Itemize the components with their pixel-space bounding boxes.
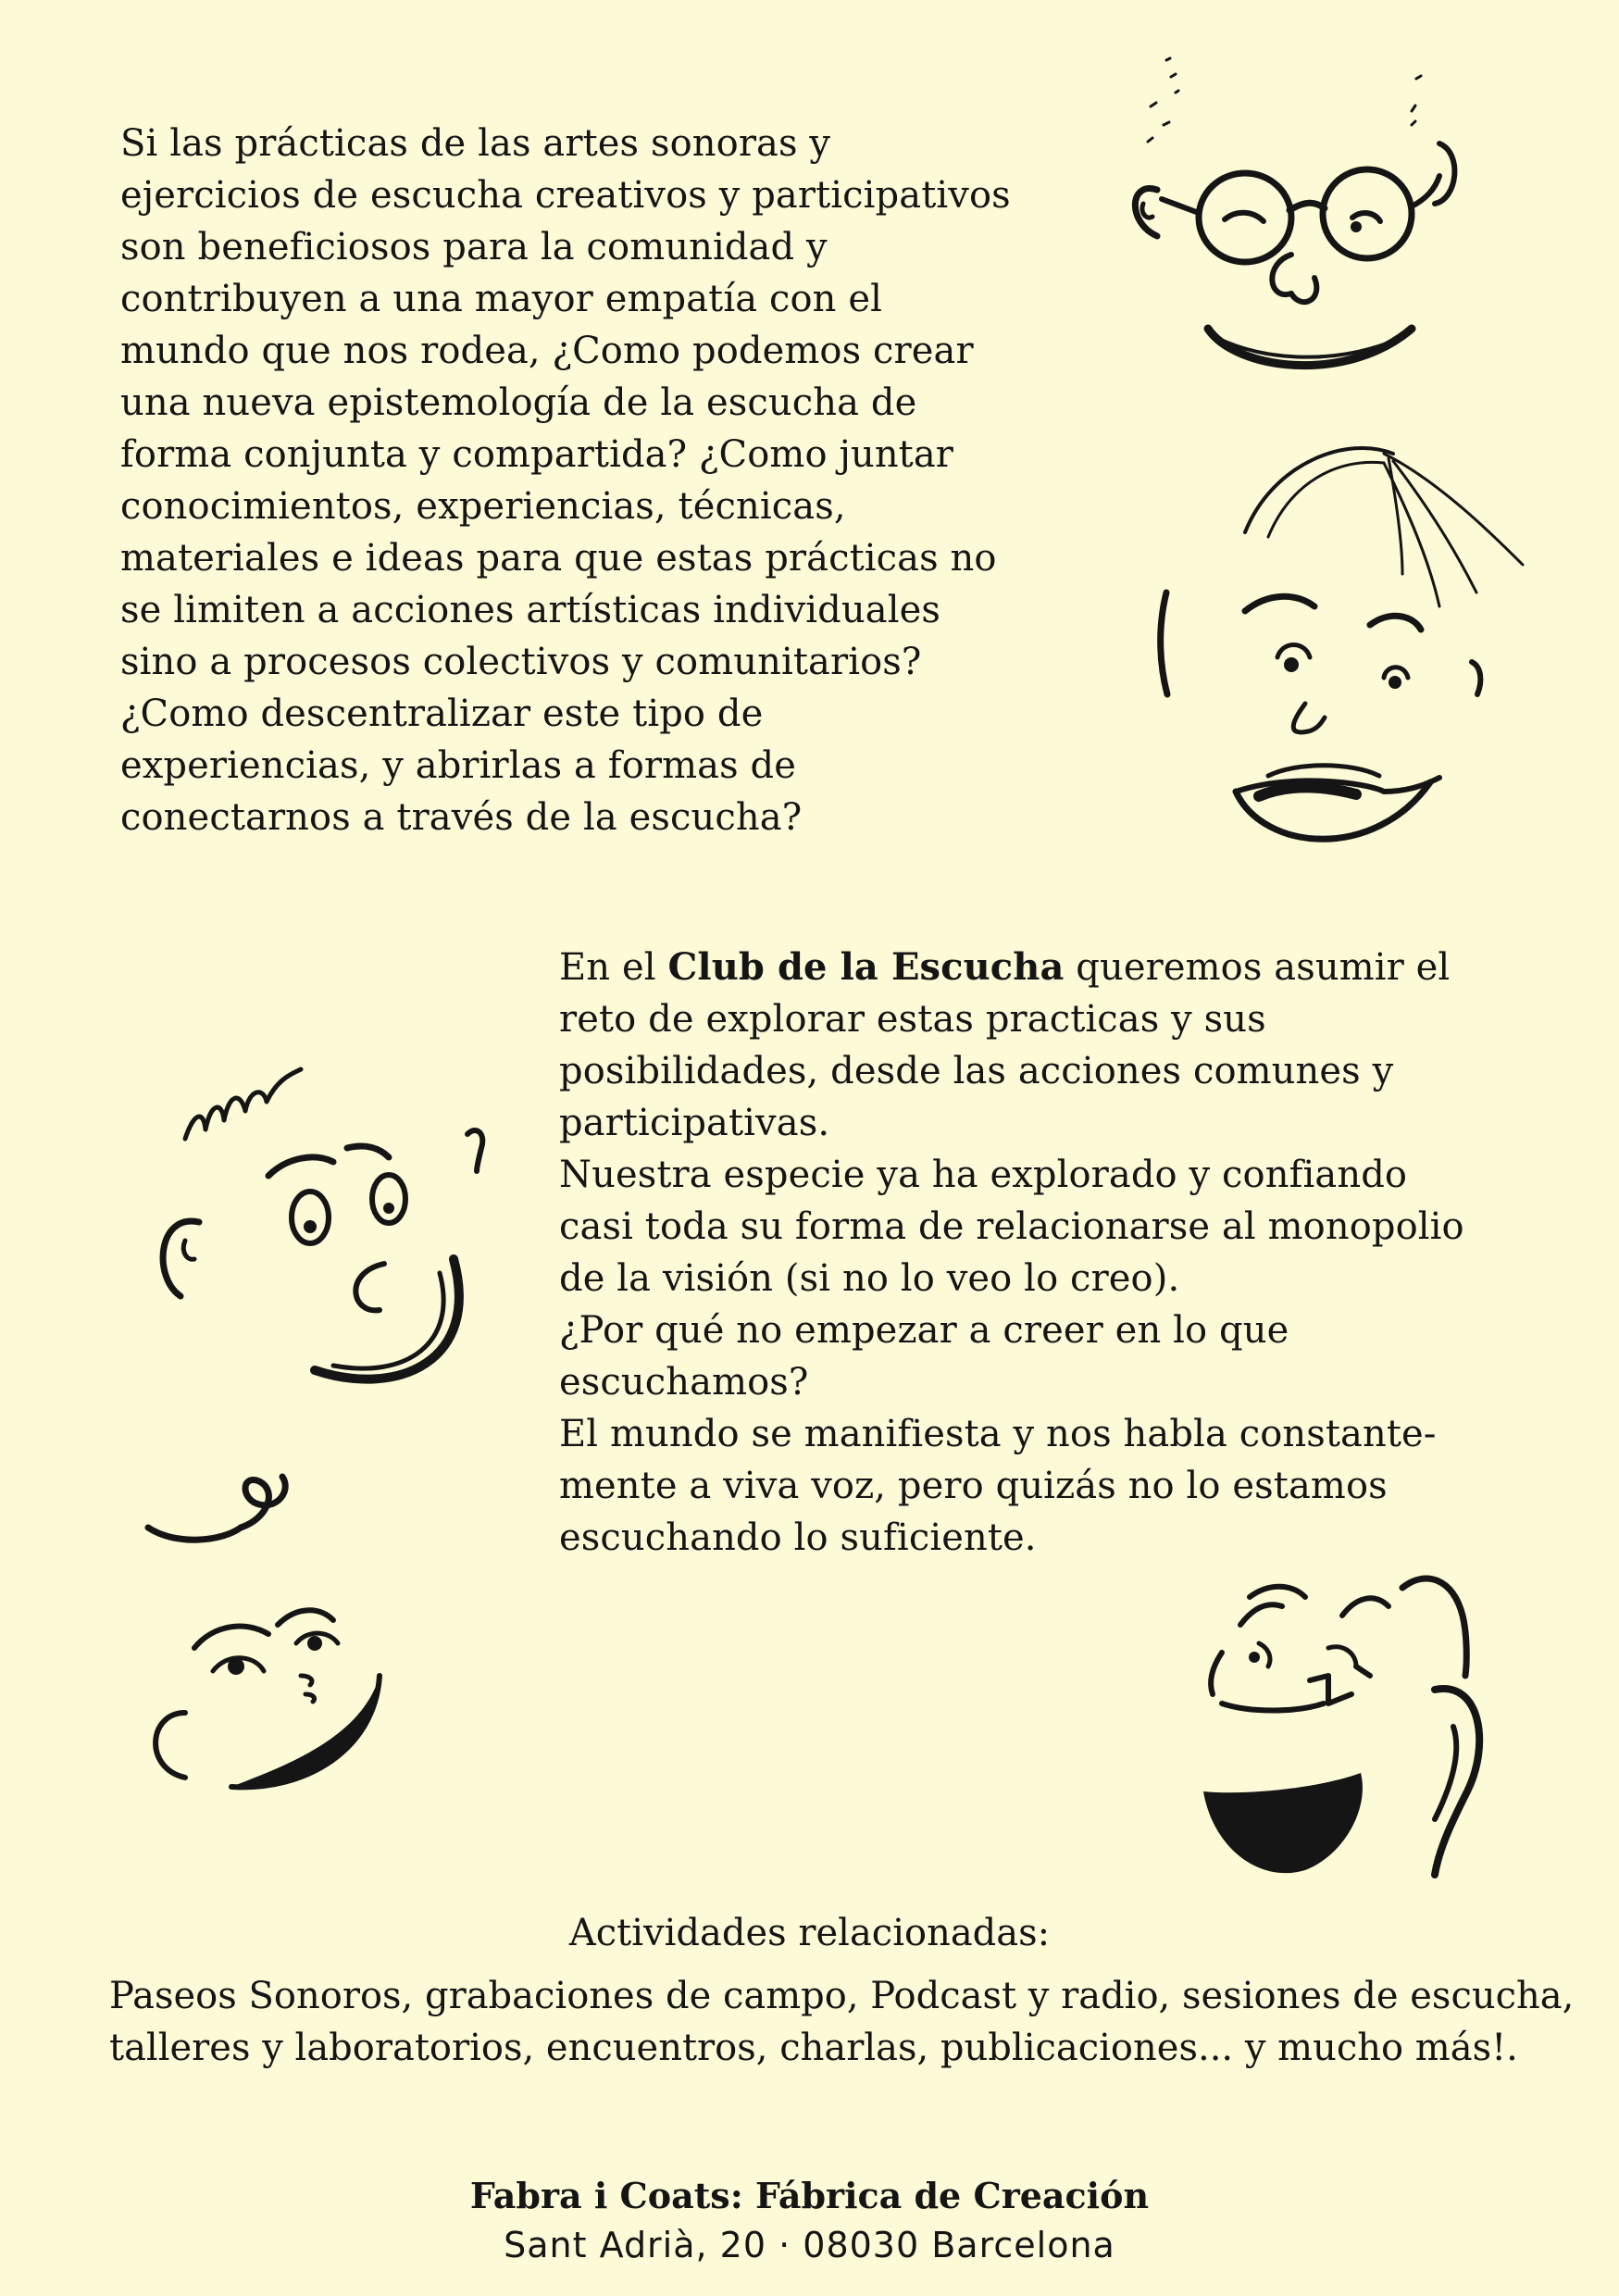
- intro-paragraph: [120, 118, 1102, 843]
- intro-line: ¿Como descentralizar este tipo de: [120, 693, 764, 735]
- intro-line: ejercicios de escucha creativos y participativos: [120, 174, 1011, 217]
- club-line: posibilidades, desde las acciones comunes y: [559, 1050, 1394, 1092]
- intro-line: son beneficiosos para la comunidad y: [120, 226, 828, 268]
- club-line: reto de explorar estas practicas y sus: [559, 998, 1266, 1041]
- face-glasses-icon: [1106, 51, 1495, 393]
- club-line: El mundo se manifiesta y nos habla constante-: [559, 1413, 1437, 1455]
- intro-line: una nueva epistemología de la escucha de: [120, 381, 917, 424]
- club-line: de la visión (si no lo veo lo creo).: [559, 1257, 1180, 1300]
- activities-line: talleres y laboratorios, encuentros, charlas, publicaciones... y mucho más!.: [109, 2027, 1518, 2069]
- club-line: escuchamos?: [559, 1361, 809, 1404]
- intro-line: mundo que nos rodea, ¿Como podemos crear: [120, 330, 974, 372]
- intro-line: forma conjunta y compartida? ¿Como juntar: [120, 433, 954, 476]
- intro-line: conocimientos, experiencias, técnicas,: [120, 485, 846, 528]
- venue-address: Sant Adrià, 20 · 08030 Barcelona: [504, 2225, 1115, 2265]
- club-lead-prefix: En el: [559, 946, 668, 989]
- venue-name: Fabra i Coats: Fábrica de Creación: [469, 2175, 1150, 2216]
- intro-line: materiales e ideas para que estas prácticas no: [120, 537, 997, 580]
- face-big-smile-icon: [139, 1000, 528, 1398]
- activities-line: Paseos Sonoros, grabaciones de campo, Podcast y radio, sesiones de escucha,: [109, 1975, 1575, 2017]
- club-line: mente a viva voz, pero quizás no lo estamos: [559, 1465, 1388, 1507]
- intro-line: Si las prácticas de las artes sonoras y: [120, 122, 831, 165]
- club-name: Club de la Escucha: [667, 945, 1065, 989]
- club-line: casi toda su forma de relacionarse al monopolio: [559, 1205, 1464, 1248]
- intro-line: se limiten a acciones artísticas individuales: [120, 589, 940, 631]
- intro-line: sino a procesos colectivos y comunitarios?: [120, 641, 922, 683]
- club-paragraph: [559, 942, 1540, 1564]
- club-lead-line: [559, 942, 1540, 993]
- club-line: escuchando lo suficiente.: [559, 1516, 1037, 1559]
- club-line: ¿Por qué no empezar a creer en lo que: [559, 1309, 1289, 1352]
- intro-line: contribuyen a una mayor empatía con el: [120, 278, 882, 320]
- intro-line: conectarnos a través de la escucha?: [120, 796, 803, 839]
- club-lead-suffix: queremos asumir el: [1064, 946, 1451, 989]
- activities-title: Actividades relacionadas:: [568, 1912, 1051, 1954]
- face-shouting-icon: [1185, 1541, 1527, 1912]
- face-fringe-icon: [1106, 426, 1541, 870]
- activities-list: [109, 1970, 1590, 2074]
- intro-line: experiencias, y abrirlas a formas de: [120, 744, 797, 787]
- face-laughing-icon: [139, 1463, 463, 1815]
- club-line: participativas.: [559, 1102, 830, 1144]
- club-line: Nuestra especie ya ha explorado y confiando: [559, 1154, 1408, 1196]
